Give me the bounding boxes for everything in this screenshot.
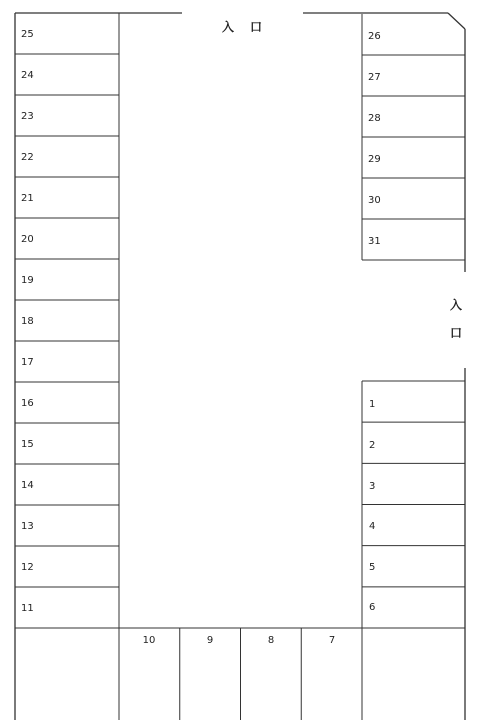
space-label: 24	[21, 70, 34, 81]
space-label: 26	[368, 31, 381, 42]
space-label: 22	[21, 152, 34, 163]
space-label: 6	[369, 602, 376, 613]
space-label: 21	[21, 193, 34, 204]
space-label: 25	[21, 29, 34, 40]
space-label: 4	[369, 521, 376, 532]
left-column-labels	[21, 29, 34, 614]
space-label: 28	[368, 113, 381, 124]
space-label: 3	[369, 481, 376, 492]
space-label: 15	[21, 439, 34, 450]
space-label: 20	[21, 234, 34, 245]
right-upper-labels	[368, 31, 381, 247]
space-label: 18	[21, 316, 34, 327]
bottom-row-labels	[143, 635, 336, 646]
space-label: 8	[267, 635, 275, 646]
space-label: 16	[21, 398, 34, 409]
entrance-top-char-2: 口	[249, 20, 263, 34]
space-label: 19	[21, 275, 34, 286]
space-label: 5	[369, 562, 376, 573]
space-label: 7	[328, 635, 336, 646]
entrance-right-char-1: 入	[449, 298, 463, 312]
right-lower-labels	[369, 399, 375, 613]
space-label: 23	[21, 111, 34, 122]
space-label: 31	[368, 236, 381, 247]
space-label: 9	[206, 635, 214, 646]
space-label: 2	[369, 440, 376, 451]
space-label: 13	[21, 521, 34, 532]
space-label: 11	[21, 603, 34, 614]
space-dividers	[15, 54, 465, 720]
space-label: 27	[368, 72, 381, 83]
space-label: 14	[21, 480, 34, 491]
space-label: 30	[368, 195, 381, 206]
entrance-right-char-2: 口	[449, 326, 463, 340]
top-right-corner	[448, 13, 465, 29]
space-label: 10	[142, 635, 156, 646]
space-label: 17	[21, 357, 34, 368]
space-label: 1	[369, 399, 376, 410]
entrance-top-char-1: 入	[221, 20, 235, 34]
space-label: 29	[368, 154, 381, 165]
space-label: 12	[21, 562, 34, 573]
